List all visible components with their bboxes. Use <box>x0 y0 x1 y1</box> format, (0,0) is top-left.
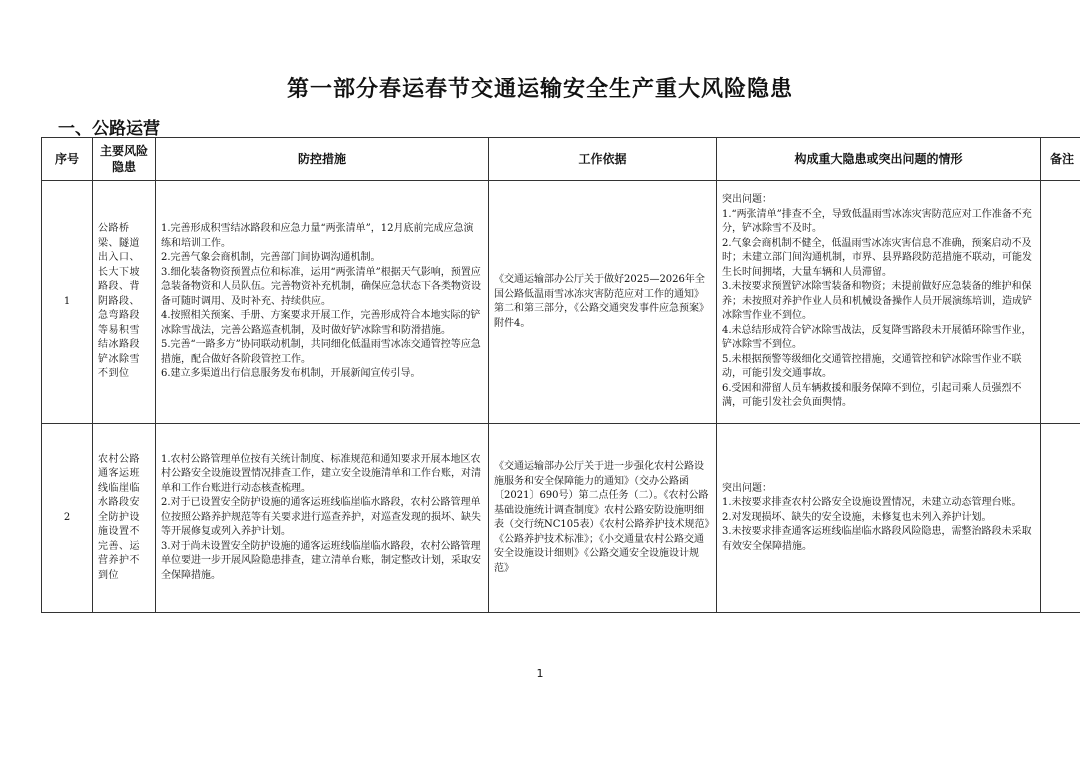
header-remark: 备注 <box>1041 138 1080 181</box>
header-risk: 主要风险隐患 <box>93 138 156 181</box>
section-heading: 一、公路运营 <box>58 119 160 139</box>
remark-cell <box>1041 424 1080 613</box>
document-title: 第一部分春运春节交通运输安全生产重大风险隐患 <box>286 77 793 102</box>
measures-cell <box>156 424 489 613</box>
table-row <box>42 181 1080 424</box>
row-number: 1 <box>42 181 93 424</box>
table-row <box>42 424 1080 613</box>
header-basis: 工作依据 <box>489 138 717 181</box>
basis-cell: 《交通运输部办公厅关于进一步强化农村公路设施服务和安全保障能力的通知》（交办公路函〔2021〕690号）第二点任务（二）。《农村公路基础设施统计调查制度》农村公路安防设施明细表（交行统NC105表）《农村公路养护技术规范》《公路养护技术标准》；《小交通量农村公路交通安全设施设计细则》《公路交通安全设施设计规范》 <box>489 424 717 613</box>
measure-item: 3.对于尚未设置安全防护设施的通客运班线临崖临水路段，农村公路管理单位要进一步开展风险隐患排查，建立清单台账，制定整改计划，采取安全保障措施。 <box>161 540 481 581</box>
measures-cell <box>156 181 489 424</box>
row-number: 2 <box>42 424 93 613</box>
issue-item: 2.气象会商机制不健全，低温雨雪冰冻灾害信息不准确，预案启动不及时；未建立部门间沟通机制，市界、县界路段防范措施不联动，可能发生长时间拥堵，大量车辆和人员滞留。 <box>722 237 1032 278</box>
issue-item: 5.未根据预警等级细化交通管控措施，交通管控和铲冰除雪作业不联动，可能引发交通事故。 <box>722 353 1022 380</box>
measure-item: 4.按照相关预案、手册、方案要求开展工作，完善形成符合本地实际的铲冰除雪战法，完善公路巡查机制，及时做好铲冰除雪和防滑措施。 <box>161 310 481 336</box>
table-header-row <box>42 138 1080 181</box>
measure-item: 2.对于已设置安全防护设施的通客运班线临崖临水路段，农村公路管理单位按照公路养护规范等有关要求进行巡查养护，对巡查发现的损坏、缺失等开展修复或列入养护计划。 <box>161 497 481 538</box>
issue-item: 6.受困和滞留人员车辆救援和服务保障不到位，引起司乘人员强烈不满，可能引发社会负面舆情。 <box>722 382 1022 409</box>
remark-cell <box>1041 181 1080 424</box>
issue-item: 3.未按要求预置铲冰除雪装备和物资；未提前做好应急装备的维护和保养；未按照对养护作业人员和机械设备操作人员开展演练培训，造成铲冰除雪作业不到位。 <box>722 281 1032 322</box>
header-issues: 构成重大隐患或突出问题的情形 <box>717 138 1041 181</box>
risk-cell: 农村公路通客运班线临崖临水路段安全防护设施设置不完善、运营养护不到位 <box>93 424 156 613</box>
issue-item: 3.未按要求排查通客运班线临崖临水路段风险隐患，需整治路段未采取有效安全保障措施。 <box>722 526 1032 552</box>
issue-item: 1.未按要求排查农村公路安全设施设置情况，未建立动态管理台账。 <box>722 497 1022 509</box>
page-number: 1 <box>536 667 544 680</box>
measure-item: 5.完善“一路多方”协同联动机制，共同细化低温雨雪冰冻交通管控等应急措施，配合做好各阶段管控工作。 <box>161 339 481 365</box>
measure-item: 2.完善气象会商机制，完善部门间协调沟通机制。 <box>161 252 381 264</box>
issue-item: 突出问题： <box>722 194 772 206</box>
issues-cell <box>717 181 1041 424</box>
header-measures: 防控措施 <box>156 138 489 181</box>
basis-cell: 《交通运输部办公厅关于做好2025—2026年全国公路低温雨雪冰冻灾害防范应对工作的通知》第二和第三部分，《公路交通突发事件应急预案》附件4。 <box>489 181 717 424</box>
header-no: 序号 <box>42 138 93 181</box>
measure-item: 6.建立多渠道出行信息服务发布机制，开展新闻宣传引导。 <box>161 368 421 380</box>
risk-table <box>41 137 1080 613</box>
measure-item: 3.细化装备物资预置点位和标准，运用“两张清单”根据天气影响，预置应急装备物资和人员队伍。完善物资补充机制，确保应急状态下各类物资设备可随时调用、及时补充、持续供应。 <box>161 266 481 307</box>
issue-item: 2.对发现损坏、缺失的安全设施，未修复也未列入养护计划。 <box>722 511 992 523</box>
measure-item: 1.完善形成积雪结冰路段和应急力量“两张清单”，12月底前完成应急演练和培训工作。 <box>161 223 474 249</box>
issue-item: 4.未总结形成符合铲冰除雪战法，反复降雪路段未开展循环除雪作业，铲冰除雪不到位。 <box>722 324 1032 351</box>
risk-cell: 公路桥梁、隧道出入口、长大下坡路段、背阴路段、急弯路段等易积雪结冰路段铲冰除雪不到位 <box>93 181 156 424</box>
issue-item: 突出问题： <box>722 482 772 494</box>
measure-item: 1.农村公路管理单位按有关统计制度、标准规范和通知要求开展本地区农村公路安全设施设置情况排查工作，建立安全设施清单和工作台账，对清单和工作台账进行动态核查梳理。 <box>161 453 481 494</box>
issue-item: 1.“两张清单”排查不全，导致低温雨雪冰冻灾害防范应对工作准备不充分，铲冰除雪不及时。 <box>722 208 1032 235</box>
issues-cell <box>717 424 1041 613</box>
